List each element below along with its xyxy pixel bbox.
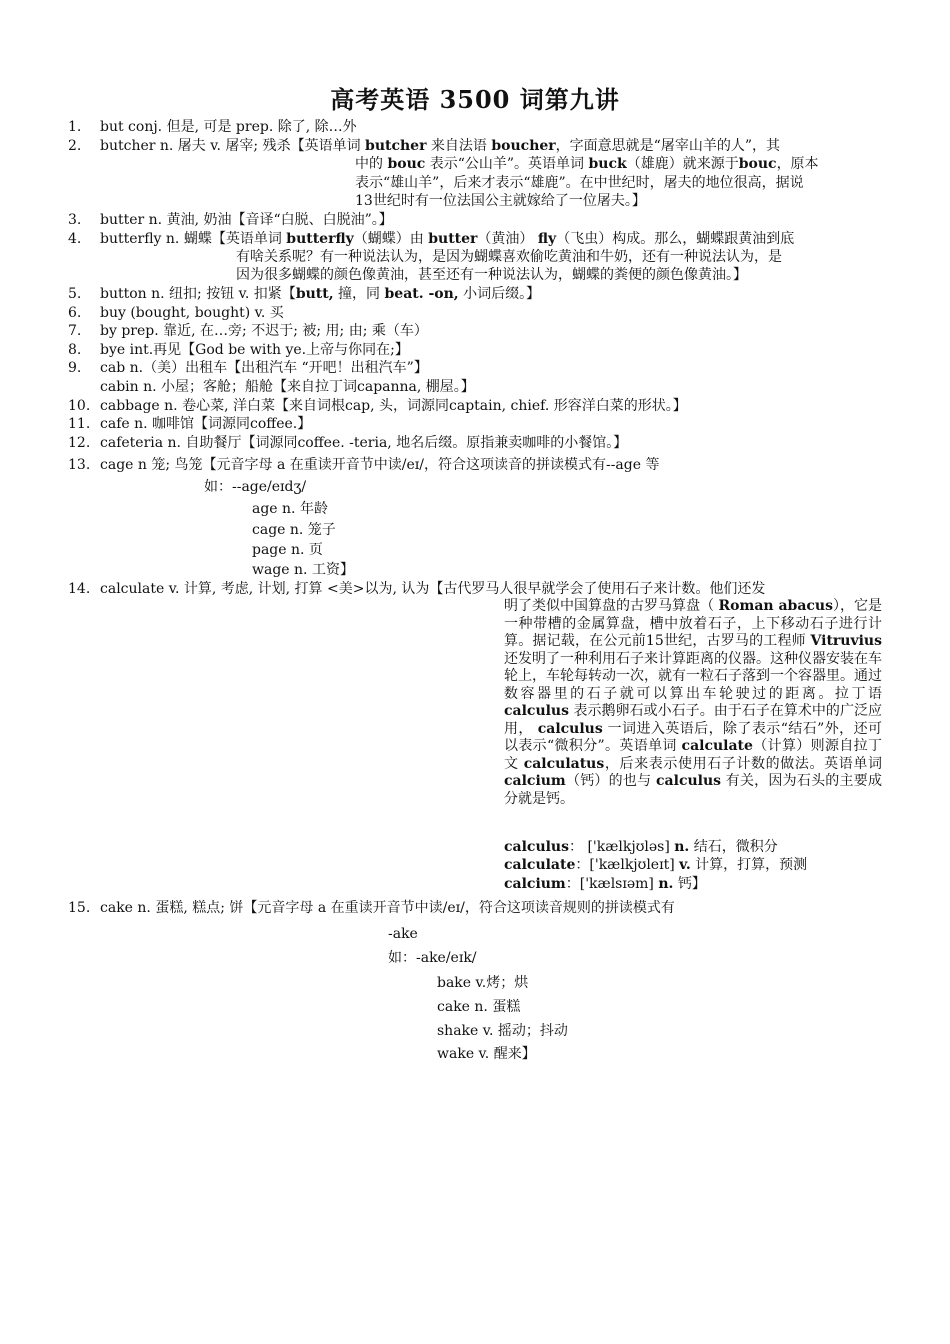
entry-15-word: shake v. 摇动；抖动 bbox=[437, 1023, 568, 1039]
entry-13-word: wage n. 工资】 bbox=[252, 562, 354, 578]
entry-10: 10. cabbage n. 卷心菜, 洋白菜【来自词根cap, 头，词源同captain, chief. 形容洋白菜的形状。】 bbox=[68, 398, 687, 414]
entry-15-example: 如：-ake/eɪk/ bbox=[388, 950, 477, 966]
entry-13-word: page n. 页 bbox=[252, 542, 323, 558]
entry-2: 2. butcher n. 屠夫 v. 屠宰; 残杀【英语单词 butcher 来自法语 boucher，字面意思就是“屠宰山羊的人”，其 bbox=[68, 138, 780, 154]
entry-4-line-3: 因为很多蝴蝶的颜色像黄油，甚至还有一种说法认为，蝴蝶的粪便的颜色像黄油。】 bbox=[236, 267, 747, 283]
entry-13-word: age n. 年龄 bbox=[252, 501, 328, 517]
entry-15: 15. cake n. 蛋糕, 糕点; 饼【元音字母 a 在重读开音节中读/eɪ/，符合这项读音规则的拼读模式有 bbox=[68, 900, 675, 916]
entry-15-word: bake v.烤；烘 bbox=[437, 975, 529, 991]
entry-13-word: cage n. 笼子 bbox=[252, 522, 336, 538]
entry-5: 5. button n. 纽扣; 按钮 v. 扣紧【butt, 撞，同 beat. -on, 小词后缀。】 bbox=[68, 286, 541, 302]
entry-11: 11. cafe n. 咖啡馆【词源同coffee.】 bbox=[68, 416, 312, 432]
entry-13: 13. cage n 笼; 鸟笼【元音字母 a 在重读开音节中读/eɪ/，符合这项读音的拼读模式有--age 等 bbox=[68, 457, 660, 473]
entry-13-example: 如：--age/eɪdʒ/ bbox=[204, 479, 307, 495]
entry-4: 4. butterfly n. 蝴蝶【英语单词 butterfly（蝴蝶）由 butter（黄油） fly（飞虫）构成。那么，蝴蝶跟黄油到底 bbox=[68, 231, 795, 247]
entry-14-def-2: calculate：['kælkjʊleɪt] v. 计算，打算，预测 bbox=[504, 857, 808, 873]
entry-14: 14. calculate v. 计算, 考虑, 计划, 打算 <美>以为, 认为【古代罗马人很早就学会了使用石子来计数。他们还发 bbox=[68, 581, 766, 597]
entry-9-sub: cabin n. 小屋；客舱；船舱【来自拉丁词capanna, 棚屋。】 bbox=[100, 379, 475, 395]
entry-15-pattern: -ake bbox=[388, 926, 418, 942]
entry-2-line-2: 中的 bouc 表示“公山羊”。英语单词 buck（雄鹿）就来源于bouc，原本 bbox=[355, 156, 819, 172]
entry-7: 7. by prep. 靠近, 在…旁; 不迟于; 被; 用; 由; 乘（车） bbox=[68, 323, 428, 339]
entry-6: 6. buy (bought, bought) v. 买 bbox=[68, 305, 284, 321]
entry-14-paragraph: 明了类似中国算盘的古罗马算盘（ Roman abacus），它是一种带槽的金属算盘，槽中放着石子，上下移动石子进行计算。据记载，在公元前15世纪，古罗马的工程师 Vitruvius 还发明了一种利用石子来计算距离的仪器。这种仪器安装在车轮上，车轮每转动一次，就有一粒石子落到一个容器里。通过数容器里的石子就可以算出车轮驶过的距离。拉丁语calculus 表示鹅卵石或小石子。由于石子在算术中的广泛应用， calculus 一词进入英语后，除了表示“结石”外，还可以表示“微积分”。英语单词 calculate（计算）则源自拉丁文 calculatus，后来表示使用石子计数的做法。英语单词 calcium（钙）的也与 calculus 有关，因为石头的主要成分就是钙。 bbox=[504, 598, 883, 807]
entry-3: 3. butter n. 黄油, 奶油【音译“白脱、白脱油”。】 bbox=[68, 212, 393, 228]
entry-14-def-3: calcium：['kælsɪəm] n. 钙】 bbox=[504, 876, 706, 892]
entry-1 bbox=[68, 118, 357, 136]
entry-text: but conj. 但是, 可是 prep. 除了, 除…外 bbox=[100, 119, 357, 135]
entry-12: 12. cafeteria n. 自助餐厅【词源同coffee. -teria, 地名后缀。原指兼卖咖啡的小餐馆。】 bbox=[68, 435, 628, 451]
entry-15-word: wake v. 醒来】 bbox=[437, 1046, 536, 1062]
entry-9: 9. cab n.（美）出租车【出租汽车 “开吧！出租汽车”】 bbox=[68, 360, 428, 376]
entry-4-line-2: 有啥关系呢？有一种说法认为，是因为蝴蝶喜欢偷吃黄油和牛奶，还有一种说法认为，是 bbox=[236, 249, 782, 265]
entry-number: 1. bbox=[68, 119, 82, 135]
entry-2-line-4: 13世纪时有一位法国公主就嫁给了一位屠夫。】 bbox=[355, 193, 646, 209]
entry-8: 8. bye int.再见【God be with ye.上帝与你同在;】 bbox=[68, 342, 409, 358]
page-title: 高考英语 3500 词第九讲 bbox=[330, 85, 620, 114]
entry-15-word: cake n. 蛋糕 bbox=[437, 999, 521, 1015]
entry-2-line-3: 表示“雄山羊”，后来才表示“雄鹿”。在中世纪时，屠夫的地位很高，据说 bbox=[355, 175, 804, 191]
entry-14-def-1: calculus： ['kælkjʊləs] n. 结石，微积分 bbox=[504, 839, 778, 855]
